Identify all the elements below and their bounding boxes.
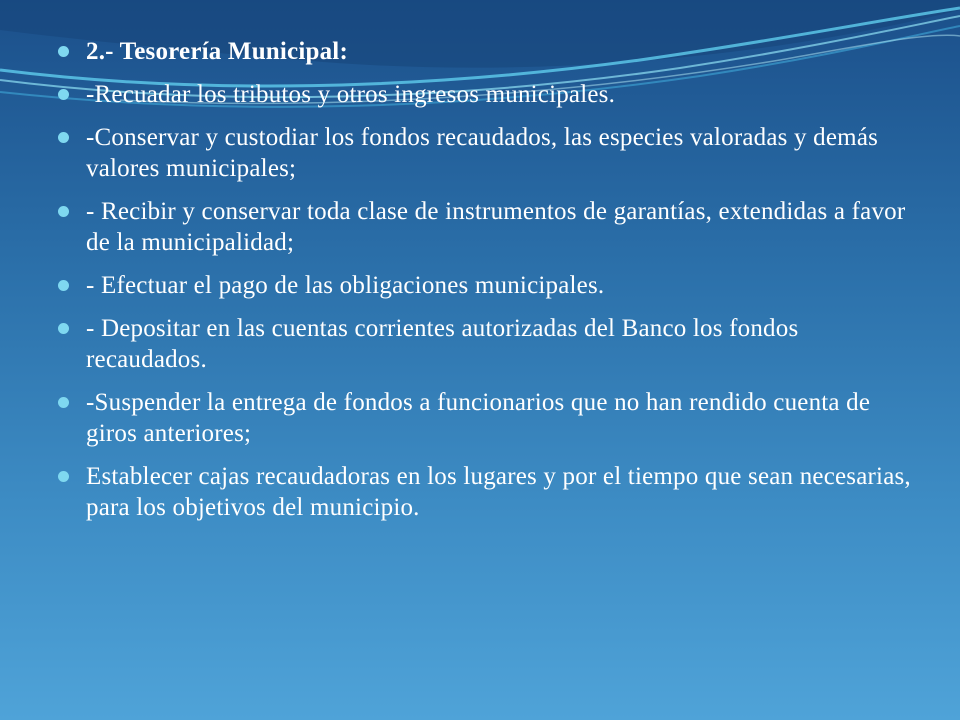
bullet-dot-icon (58, 46, 69, 57)
bullet-text: 2.- Tesorería Municipal: (86, 38, 348, 65)
bullet-list (58, 36, 918, 523)
bullet-item (58, 461, 918, 523)
bullet-text: - Recibir y conservar toda clase de instrumentos de garantías, extendidas a favor de la municipalidad; (86, 198, 906, 256)
bullet-dot-icon (58, 132, 69, 143)
slide-body (58, 36, 918, 535)
bullet-dot-icon (58, 280, 69, 291)
bullet-item (58, 313, 918, 375)
bullet-item (58, 79, 918, 110)
bullet-dot-icon (58, 206, 69, 217)
bullet-dot-icon (58, 323, 69, 334)
bullet-item (58, 196, 918, 258)
bullet-text: -Suspender la entrega de fondos a funcionarios que no han rendido cuenta de giros anteriores; (86, 389, 871, 447)
bullet-dot-icon (58, 471, 69, 482)
bullet-text: -Conservar y custodiar los fondos recaudados, las especies valoradas y demás valores municipales; (86, 124, 879, 182)
bullet-item (58, 387, 918, 449)
bullet-dot-icon (58, 397, 69, 408)
bullet-dot-icon (58, 89, 69, 100)
bullet-text: -Recuadar los tributos y otros ingresos municipales. (86, 81, 616, 108)
bullet-text: - Depositar en las cuentas corrientes autorizadas del Banco los fondos recaudados. (86, 315, 799, 373)
bullet-item (58, 270, 918, 301)
bullet-text: Establecer cajas recaudadoras en los lugares y por el tiempo que sean necesarias, para los objetivos del municipio. (86, 463, 911, 521)
bullet-item-title (58, 36, 918, 67)
bullet-item (58, 122, 918, 184)
bullet-text: - Efectuar el pago de las obligaciones municipales. (86, 272, 605, 299)
